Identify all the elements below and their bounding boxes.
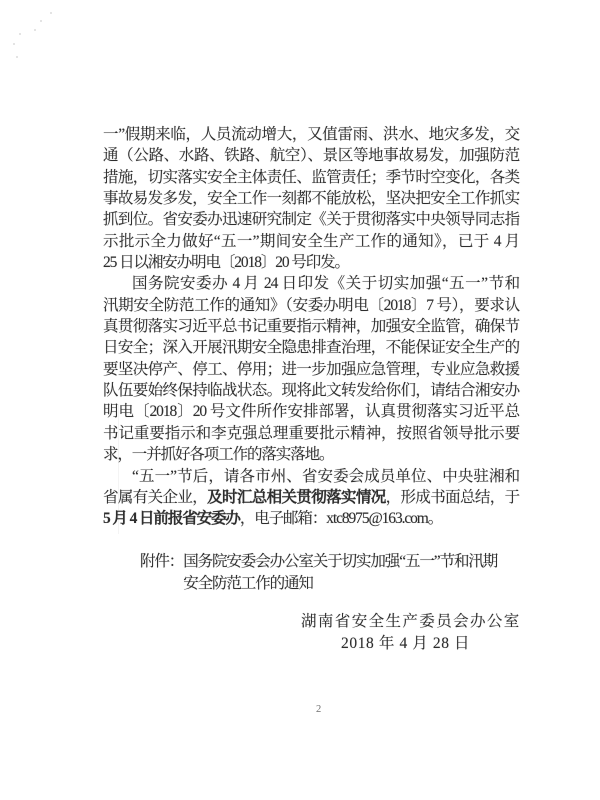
body-line: 一”假期来临，人员流动增大，又值雷雨、洪水、地灾多发，交 bbox=[103, 126, 519, 143]
attachment-title-line: 安全防范工作的通知 bbox=[183, 575, 313, 592]
attachment-title-line: 国务院安委会办公室关于切实加强“五一”节和汛期 bbox=[183, 553, 498, 570]
body-text-segment: ，电子邮箱：xtc8975@163.com。 bbox=[239, 510, 443, 528]
body-line: 明电〔2018〕20 号文件所作安排部署，认真贯彻落实习近平总 bbox=[103, 403, 519, 421]
scan-speck bbox=[34, 29, 36, 31]
body-line: 日安全；深入开展汛期安全隐患排查治理，不能保证安全生产的 bbox=[103, 339, 519, 357]
scan-speck bbox=[16, 56, 18, 58]
body-line-paragraph-end: 25 日以湘安办明电〔2018〕20 号印发。 bbox=[103, 254, 349, 272]
body-line: 真贯彻落实习近平总书记重要指示精神，加强安全监管，确保节 bbox=[103, 318, 519, 336]
body-line: 措施，切实落实安全主体责任、监管责任；季节时空变化，各类 bbox=[103, 168, 519, 186]
body-line: 示批示全力做好“五一”期间安全生产工作的通知》，已于 4 月 bbox=[103, 232, 519, 250]
body-line: 通（公路、水路、铁路、航空）、景区等地事故易发，加强防范 bbox=[103, 147, 519, 165]
signature-organization: 湖南省安全生产委员会办公室 bbox=[301, 613, 521, 630]
page-number: 2 bbox=[316, 704, 322, 715]
body-line-paragraph-start: “五一”节后，请各市州、省安委会成员单位、中央驻湘和 bbox=[132, 467, 519, 485]
body-line: 事故易发多发，安全工作一刻都不能放松，坚决把安全工作抓实 bbox=[103, 190, 519, 208]
signature-date: 2018 年 4 月 28 日 bbox=[341, 635, 471, 652]
scan-speck bbox=[19, 33, 21, 35]
body-line: 抓到位。省安委办迅速研究制定《关于贯彻落实中央领导同志指 bbox=[103, 211, 519, 229]
scan-speck bbox=[40, 20, 42, 22]
body-line: 队伍要始终保持临战状态。现将此文转发给你们，请结合湘安办 bbox=[103, 382, 519, 400]
document-body bbox=[103, 124, 519, 530]
body-line-with-bold bbox=[103, 487, 519, 508]
body-text-segment: ，形成书面总结，于 bbox=[385, 488, 519, 506]
body-text-bold-segment: 及时汇总相关贯彻落实情况 bbox=[207, 488, 386, 506]
scan-speck bbox=[50, 12, 52, 14]
body-line-with-bold-paragraph-end bbox=[103, 508, 519, 529]
attachment-note bbox=[140, 551, 497, 595]
body-line: 要坚决停产、停工、停用；进一步加强应急管理，专业应急救援 bbox=[103, 360, 519, 378]
body-text-bold-segment: 5 月 4 日前报省安委办 bbox=[103, 510, 240, 528]
body-line-paragraph-end: 求，一并抓好各项工作的落实落地。 bbox=[103, 446, 334, 464]
body-line-paragraph-start: 国务院安委办 4 月 24 日印发《关于切实加强“五一”节和 bbox=[132, 275, 519, 293]
attachment-title bbox=[183, 551, 497, 595]
body-line: 汛期安全防范工作的通知》（安委办明电〔2018〕7 号），要求认 bbox=[103, 296, 519, 314]
scan-speck bbox=[13, 43, 15, 45]
attachment-label: 附件： bbox=[140, 553, 184, 570]
body-line: 书记重要指示和李克强总理重要批示精神，按照省领导批示要 bbox=[103, 424, 519, 442]
body-text-segment: 省属有关企业， bbox=[103, 488, 208, 506]
